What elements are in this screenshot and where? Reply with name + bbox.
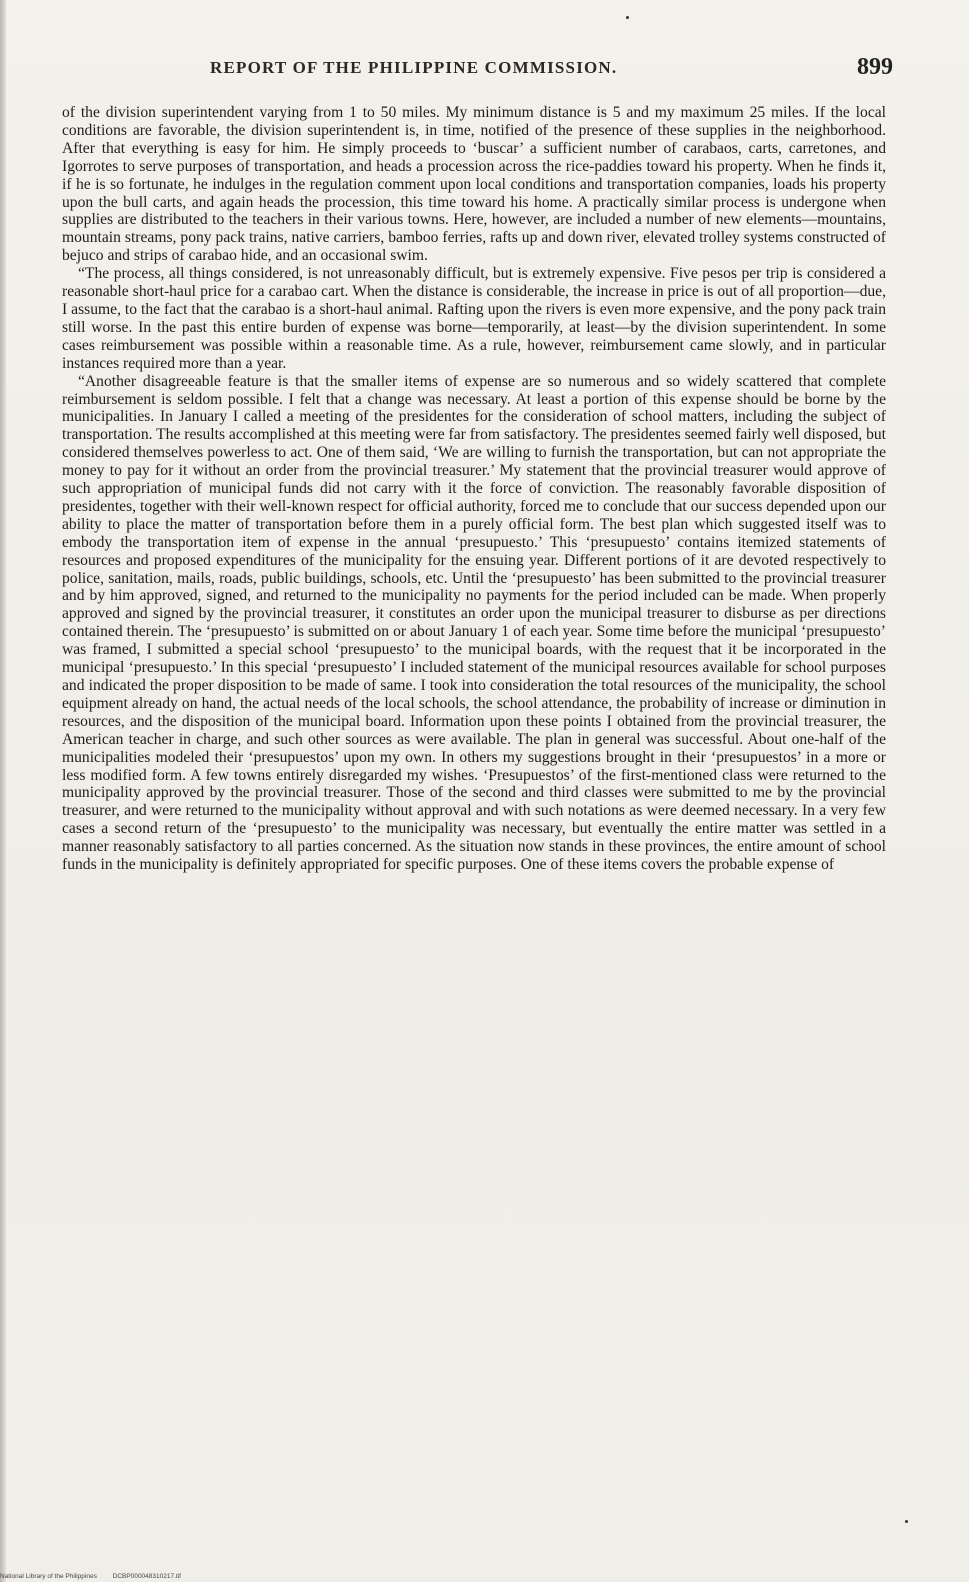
- scan-speck: [626, 16, 629, 19]
- body-text: [62, 104, 886, 874]
- running-head: REPORT OF THE PHILIPPINE COMMISSION.: [210, 58, 618, 77]
- scan-speck: [905, 1520, 908, 1523]
- page-number: 899: [857, 54, 893, 80]
- footer-source: National Library of the Philippines: [0, 1573, 97, 1580]
- binding-edge: [0, 0, 6, 1582]
- page-header: [60, 54, 893, 84]
- scan-footer: [0, 1573, 400, 1580]
- paragraph: “Another disagreeable feature is that the smaller items of expense are so numerous and so widely scattered that complete reimbursement is seldom possible. I felt that a change was necessary. At least a portion of this expense should be borne by the municipalities. In January I called a meeting of the presidentes for the consideration of school matters, including the subject of transportation. The results accomplished at this meeting were far from satisfactory. The presidentes seemed fairly well disposed, but considered themselves powerless to act. One of them said, ‘We are willing to furnish the transportation, but can not appropriate the money to pay for it without an order from the provincial treasurer.’ My statement that the provincial treasurer would approve of such appropriation of municipal funds did not carry with it the force of conviction. The reasonably favorable disposition of presidentes, together with their well-known respect for official authority, forced me to conclude that our success depended upon our ability to place the matter of transportation before them in a purely official form. The best plan which suggested itself was to embody the transportation item of expense in the annual ‘presupuesto.’ This ‘presupuesto’ contains itemized statements of resources and proposed expenditures of the municipality for the ensuing year. Different portions of it are devoted respectively to police, sanitation, mails, roads, public buildings, schools, etc. Until the ‘presupuesto’ has been submitted to the provincial treasurer and by him approved, signed, and returned to the municipality no payments for the period included can be made. When properly approved and signed by the provincial treasurer, it constitutes an order upon the municipal treasurer to disburse as per directions contained therein. The ‘presupuesto’ is submitted on or about January 1 of each year. Some time before the municipal ‘presupuesto’ was framed, I submitted a special school ‘presupuesto’ to the municipal boards, with the request that it be incorporated in the municipal ‘presupuesto.’ In this special ‘presupuesto’ I included statement of the municipal resources available for school purposes and indicated the proper disposition to be made of same. I took into consideration the total resources of the municipality, the school equipment already on hand, the actual needs of the local schools, the school attendance, the probability of increase or diminution in resources, and the disposition of the municipal board. Information upon these points I obtained from the provincial treasurer, the American teacher in charge, and such other sources as were available. The plan in general was successful. About one-half of the municipalities modeled their ‘presupuestos’ upon my own. In others my suggestions brought in their ‘presupuestos’ in a more or less modified form. A few towns entirely disregarded my wishes. ‘Presupuestos’ of the first-mentioned class were returned to the municipality approved by the provincial treasurer. Those of the second and third classes were submitted to me by the provincial treasurer, and were returned to the municipality without approval and with such notations as were deemed necessary. In a very few cases a second return of the ‘presupuesto’ to the municipality was necessary, but eventually the entire matter was settled in a manner reasonably satisfactory to all parties concerned. As the situation now stands in these provinces, the entire amount of school funds in the municipality is definitely appropriated for specific purposes. One of these items covers the probable expense of: [62, 372, 886, 874]
- paragraph: “The process, all things considered, is not unreasonably difficult, but is extremely expensive. Five pesos per trip is considered a reasonable short-haul price for a carabao cart. When the distance is considerable, the increase in price is out of all proportion—due, I assume, to the fact that the carabao is a short-haul animal. Rafting upon the rivers is even more expensive, and the pony pack train still worse. In the past this entire burden of expense was borne—temporarily, at least—by the division superintendent. In some cases reimbursement was possible within a reasonable time. As a rule, however, reimbursement came slowly, and in particular instances required more than a year.: [62, 265, 886, 372]
- footer-file-id: DCBP000048310217.tif: [112, 1573, 181, 1580]
- paragraph: of the division superintendent varying from 1 to 50 miles. My minimum distance is 5 and my maximum 25 miles. If the local conditions are favorable, the division superintendent is, in time, notified of the presence of these supplies in the neighborhood. After that everything is easy for him. He simply proceeds to ‘buscar’ a sufficient number of carabaos, carts, carretones, and Igorrotes to serve purposes of transportation, and heads a procession across the rice-paddies toward his property. When he finds it, if he is so fortunate, he indulges in the regulation comment upon local conditions and transportation companies, loads his property upon the bull carts, and again heads the procession, this time toward his home. A practically similar process is undergone when supplies are distributed to the teachers in their various towns. Here, however, are included a number of new elements—mountains, mountain streams, pony pack trains, native carriers, bamboo ferries, rafts up and down river, elevated trolley systems constructed of bejuco and strips of carabao hide, and an occasional swim.: [62, 104, 886, 265]
